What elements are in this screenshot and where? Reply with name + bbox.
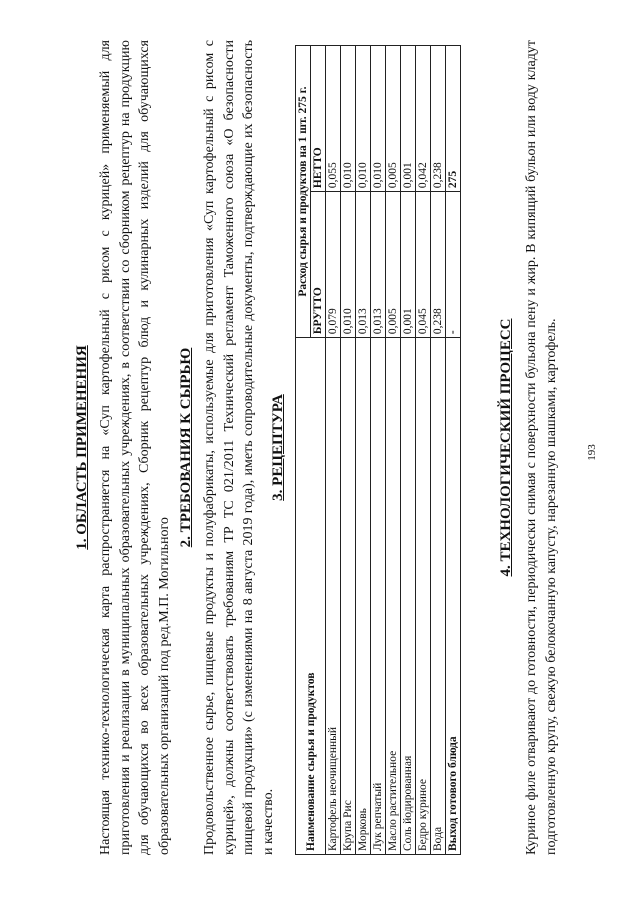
ingredient-name: Бедро куриное: [416, 338, 431, 855]
ingredient-name: Соль йодированная: [401, 338, 416, 855]
section-3-heading: 3. РЕЦЕПТУРА: [270, 394, 286, 501]
total-netto: 275: [446, 46, 461, 192]
table-header-group: Расход сырья и продуктов на 1 шт. 275 г.: [296, 46, 311, 338]
section-4-heading: 4. ТЕХНОЛОГИЧЕСКИЙ ПРОЦЕСС: [498, 318, 514, 577]
brutto-value: 0,001: [401, 192, 416, 338]
table-row: [371, 46, 386, 855]
table-row: [416, 46, 431, 855]
table-header-netto: НЕТТО: [311, 46, 326, 192]
brutto-value: 0,013: [371, 192, 386, 338]
section-1-heading: 1. ОБЛАСТЬ ПРИМЕНЕНИЯ: [74, 345, 90, 550]
brutto-value: 0,238: [431, 192, 446, 338]
brutto-value: 0,010: [341, 192, 356, 338]
netto-value: 0,055: [326, 46, 341, 192]
brutto-value: 0,013: [356, 192, 371, 338]
netto-value: 0,010: [341, 46, 356, 192]
section-2-text: Продовольственное сырье, пищевые продукты и полуфабрикаты, используемые для приготовления «Суп картофельный с рисом с курицей», должны соответствовать требованиям ТР ТС 021/2011 Технический регламент Таможенного союза «О безопасности пищевой продукции» (с изменениями на 8 августа 2019 года), иметь сопроводительные документы, подтверждающие их безопасность и качество.: [202, 40, 276, 855]
ingredient-name: Вода: [431, 338, 446, 855]
brutto-value: 0,045: [416, 192, 431, 338]
table-row: [326, 46, 341, 855]
netto-value: 0,010: [371, 46, 386, 192]
ingredient-name: Крупа Рис: [341, 338, 356, 855]
table-header-brutto: БРУТТО: [311, 192, 326, 338]
page-number: 193: [586, 444, 598, 461]
total-label: Выход готового блюда: [446, 338, 461, 855]
recipe-table: [295, 45, 461, 855]
ingredient-name: Масло растительное: [386, 338, 401, 855]
table-row: [401, 46, 416, 855]
netto-value: 0,238: [431, 46, 446, 192]
table-total-row: [446, 46, 461, 855]
table-row: [431, 46, 446, 855]
section-4-text: Куриное филе отваривают до готовности, периодически снимая с поверхности бульона пену и жир. В кипящий бульон или воду кладут подготовленную крупу, свежую белокочанную капусту, нарезанную шашками, картофель.: [524, 40, 559, 855]
table-row: [341, 46, 356, 855]
ingredient-name: Картофель неочищенный: [326, 338, 341, 855]
total-brutto: -: [446, 192, 461, 338]
table-row: [386, 46, 401, 855]
recipe-table-body: [326, 46, 461, 855]
table-header-name: Наименование сырья и продуктов: [296, 338, 326, 855]
ingredient-name: Морковь: [356, 338, 371, 855]
section-2-heading: 2. ТРЕБОВАНИЯ К СЫРЬЮ: [178, 347, 194, 548]
netto-value: 0,042: [416, 46, 431, 192]
netto-value: 0,005: [386, 46, 401, 192]
brutto-value: 0,005: [386, 192, 401, 338]
brutto-value: 0,079: [326, 192, 341, 338]
netto-value: 0,010: [356, 46, 371, 192]
table-row: [356, 46, 371, 855]
ingredient-name: Лук репчатый: [371, 338, 386, 855]
netto-value: 0,001: [401, 46, 416, 192]
section-1-text: Настоящая технико-технологическая карта распространяется на «Суп картофельный с рисом с курицей» применяемый для приготовления и реализации в муниципальных образовательных учреждениях, в соответствии со сборником рецептур на продукцию для обучающихся во всех образовательных учреждениях, Сборник рецептур блюд и кулинарных изделий для обучающихся образовательных организаций под ред.М.П. Могильного: [98, 40, 172, 855]
